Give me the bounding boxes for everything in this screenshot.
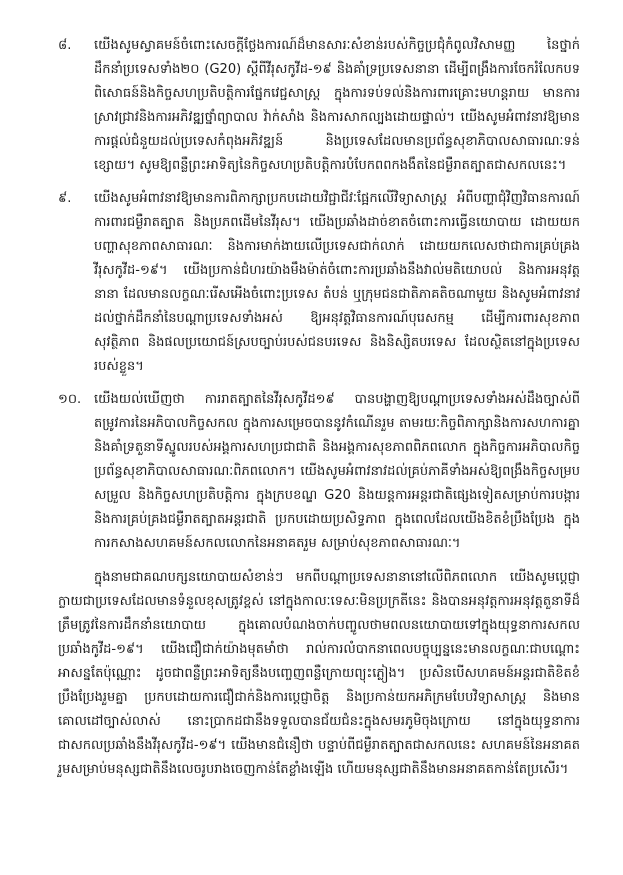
paragraph-text: យើងសូមស្វាគមន៍ចំពោះសេចក្តីថ្លែងការណ៍ដ៏មានសារៈសំខាន់របស់កិច្ចប្រជុំកំពូលវិសាមញ្ញ នៃថ្នាក់ដឹកនាំប្រទេសទាំង២០ (G20) ស្តីពីវីរុសកូវីដ-១៩ និងគាំទ្រប្រទេសនានា ដើម្បីពង្រឹងការចែករំលែកបទពិសោធន៍និងកិច្ចសហប្រតិបត្តិការផ្នែកវេជ្ជសាស្ត្រ ក្នុងការទប់ទល់និងការពារគ្រោះមហន្តរាយ មានការស្រាវជ្រាវនិងការអភិវឌ្ឍថ្នាំព្យាបាល វ៉ាក់សាំង និងការសាកល្បងដោយផ្ទាល់។ យើងសូមអំពាវនាវឱ្យមានការផ្តល់ជំនួយដល់ប្រទេសកំពុងអភិវឌ្ឍន៍ និងប្រទេសដែលមានប្រព័ន្ធសុខាភិបាលសាធារណៈទន់ខ្សោយ។ សូមឱ្យពន្លឺព្រះអាទិត្យនៃកិច្ចសហប្រតិបត្តិការបំបែកពពកងងឹតនៃជម្ងឺរាតត្បាតជាសកលនេះ។ bbox=[94, 38, 580, 173]
paragraph-text: យើងយល់ឃើញថា ការរាតត្បាតនៃវីរុសកូវីដ១៩ បានបង្ហាញឱ្យបណ្តាប្រទេសទាំងអស់ដឹងច្បាស់ពីតម្រូវការនៃអភិបាលកិច្ចសកល ក្នុងការសម្រេចបាននូវកំណើនរួម តាមរយៈកិច្ចពិភាក្សានិងការសហការគ្នា និងគាំទ្រតួនាទីស្នូលរបស់អង្គការសហប្រជាជាតិ និងអង្គការសុខភាពពិភពលោក ក្នុងកិច្ចការអភិបាលកិច្ចប្រព័ន្ធសុខាភិបាលសាធារណៈពិភពលោក។ យើងសូមអំពាវនាវដល់គ្រប់ភាគីទាំងអស់ឱ្យពង្រឹងកិច្ចសម្របសម្រួល និងកិច្ចសហប្រតិបត្តិការ ក្នុងក្របខណ្ឌ G20 និងយន្តការអន្តរជាតិផ្សេងទៀតសម្រាប់ការបង្ការ និងការគ្រប់គ្រងជម្ងឺរាតត្បាតអន្តរជាតិ ប្រកបដោយប្រសិទ្ធភាព ក្នុងពេលដែលយើងខិតខំប្រឹងប្រែង ក្នុងការកសាងសហគមន៍សកលលោកនៃអនាគតរួម សម្រាប់សុខភាពសាធារណៈ។ bbox=[94, 392, 580, 551]
paragraph-number: ៨. bbox=[58, 38, 72, 53]
closing-paragraph: ក្នុងនាមជាគណបក្សនយោបាយសំខាន់ៗ មកពីបណ្តាប្រទេសនានានៅលើពិភពលោក យើងសូមប្តេជ្ញាក្លាយជាប្រទេសដែលមានទំនួលខុសត្រូវខ្ពស់ នៅក្នុងកាលៈទេសៈមិនប្រក្រតីនេះ និងបានអនុវត្តការអនុវត្តតួនាទីដ៏ត្រឹមត្រូវនៃការដឹកនាំនយោបាយ ក្នុងគោលបំណងចាក់បញ្ចូលថាមពលនយោបាយទៅក្នុងយុទ្ធនាការសកលប្រឆាំងកូវីដ-១៩។ យើងជឿជាក់យ៉ាងមុតមាំថា រាល់ការលំបាកនាពេលបច្ចុប្បន្ននេះមានលក្ខណៈជាបណ្តោះអាសន្នតែប៉ុណ្ណោះ ដូចជាពន្លឺព្រះអាទិត្យនឹងបញ្ចេញពន្លឺក្រោយព្យុះភ្លៀង។ ប្រសិនបើសហគមន៍អន្តរជាតិខិតខំប្រឹងប្រែងរួមគ្នា ប្រកបដោយការជឿជាក់និងការប្តេជ្ញាចិត្ត និងប្រកាន់យកអភិក្រមបែបវិទ្យាសាស្ត្រ និងមានគោលដៅច្បាស់លាស់ នោះប្រាកដជានឹងទទួលបានជ័យជំនះក្នុងសមរភូមិចុងក្រោយ នៅក្នុងយុទ្ធនាការជាសកលប្រឆាំងនឹងវីរុសកូវីដ-១៩។ យើងមានជំនឿថា បន្ទាប់ពីជម្ងឺរាតត្បាតជាសកលនេះ សហគមន៍នៃអនាគតរួមសម្រាប់មនុស្សជាតិនឹងលេចរូបរាងចេញកាន់តែខ្លាំងឡើង ហើយមនុស្សជាតិនឹងមានអនាគតកាន់តែប្រសើរ។ bbox=[58, 570, 580, 777]
numbered-paragraph-9 bbox=[58, 187, 580, 379]
paragraph-number: ៩. bbox=[58, 191, 72, 206]
document-body bbox=[58, 34, 580, 795]
paragraph-text: យើងសូមអំពាវនាវឱ្យមានការពិភាក្សាប្រកបដោយវិជ្ជាជីវៈផ្អែកលើវិទ្យាសាស្ត្រ អំពីបញ្ហាជុំវិញវិធានការណ៍ការពារជម្ងឺរាតត្បាត និងប្រភពដើមនៃវីរុស។ យើងប្រឆាំងដាច់ខាតចំពោះការធ្វើនយោបាយ ដោយយកបញ្ហាសុខភាពសាធារណៈ និងការមាក់ងាយលើប្រទេសជាក់លាក់ ដោយយកលេសថាជាការគ្រប់គ្រងវីរុសកូវីដ-១៩។ យើងប្រកាន់ជំហរយ៉ាងមឹងម៉ាត់ចំពោះការប្រឆាំងនឹងវាល់មតិយោបល់ និងការអនុវត្តនានា ដែលមានលក្ខណៈរើសអើងចំពោះប្រទេស តំបន់ ឬក្រុមជនជាតិភាគតិចណាមួយ និងសូមអំពាវនាវដល់ថ្នាក់ដឹកនាំនៃបណ្តាប្រទេសទាំងអស់ ឱ្យអនុវត្តវិធានការណ៍បុរេសកម្ម ដើម្បីការពារសុខភាព សុវត្ថិភាព និងផលប្រយោជន៍ស្របច្បាប់របស់ជនបរទេស និងនិស្សិតបរទេស ដែលស្ថិតនៅក្នុងប្រទេសរបស់ខ្លួន។ bbox=[94, 191, 580, 374]
numbered-paragraph-10 bbox=[58, 388, 580, 556]
numbered-paragraph-8 bbox=[58, 34, 580, 178]
paragraph-number: ១០. bbox=[58, 392, 82, 407]
